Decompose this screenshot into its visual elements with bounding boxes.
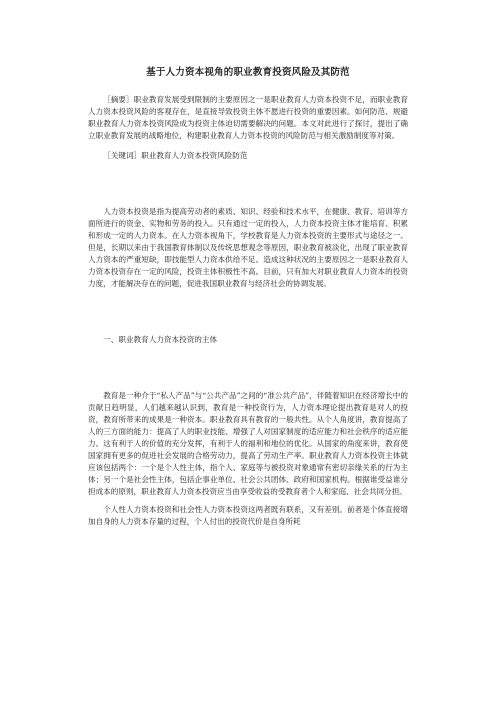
body-paragraph: 个人性人力资本投资和社会性人力资本投资这两者既有联系，又有差别。前者是个体直接增加自身的人力资本存量的过程，个人付出的投资代价是自身所耗 bbox=[88, 505, 408, 526]
abstract: ［摘要］职业教育发展受到限制的主要原因之一是职业教育人力资本投资不足，而职业教育人力资本投资风险的客观存在，是直接导致投资主体不愿进行投资的重要因素。如何防范、规避职业教育人力资本投资风险成为投资主体迫切需要解决的问题。本文对此进行了探讨，提出了确立职业教育发展的战略地位，构建职业教育人力资本投资的风险防范与相关激励制度等对策。 bbox=[88, 95, 408, 140]
body-paragraph: 教育是一种介于“私人产品”与“公共产品”之间的“准公共产品”，伴随着知识在经济增长中的贡献日趋明显，人们越来越认识到，教育是一种投资行为，人力资本理论提出教育是对人的投资，教育所带来的成果是一种资本。职业教育具有教育的一般共性。从个人角度讲，教育提高了人的三方面的能力：提高了人的职业技能、增强了人对国家制度的适应能力和社会秩序的适应能力。这有利于人的价值的充分发挥，有利于人的福利和地位的优化。从国家的角度来讲，教育使国家拥有更多的促进社会发展的合格劳动力，提高了劳动生产率。职业教育人力资本投资主体就应该包括两个：一个是个人性主体，指个人、家庭等与被投资对象通常有密切亲缘关系的行为主体；另一个是社会性主体，包括企事业单位、社会公共团体、政府和国家机构。根据谁受益谁分担成本的原则，职业教育人力资本投资应当由享受收益的受教育者个人和家庭、社会共同分担。 bbox=[88, 391, 408, 496]
document-page bbox=[88, 64, 408, 528]
section-heading: 一、职业教育人力资本投资的主体 bbox=[103, 335, 218, 344]
intro-paragraph: 人力资本投资是指为提高劳动者的素质、知识、经验和技术水平，在健康、教育、培训等方面所进行的资金、实物和劳务的投入。只有通过一定的投入，人力资本投资主体才能培育、积累和形成一定的人力资本。在人力资本视角下，学校教育是人力资本投资的主要形式与途径之一。但是，长期以来由于我国教育体制以及传统思想观念等原因，职业教育被淡化，出现了职业教育人力资本的严重短缺，即技能型人力资本供给不足。造成这种状况的主要原因之一是职业教育人力资本投资存在一定的风险，投资主体积极性不高。目前，只有加大对职业教育人力资本的投资力度，才能解决存在的问题，促进我国职业教育与经济社会的协调发展。 bbox=[88, 207, 408, 288]
paper-title: 基于人力资本视角的职业教育投资风险及其防范 bbox=[146, 67, 350, 78]
keywords: ［关键词］职业教育人力资本投资风险防范 bbox=[103, 151, 248, 160]
